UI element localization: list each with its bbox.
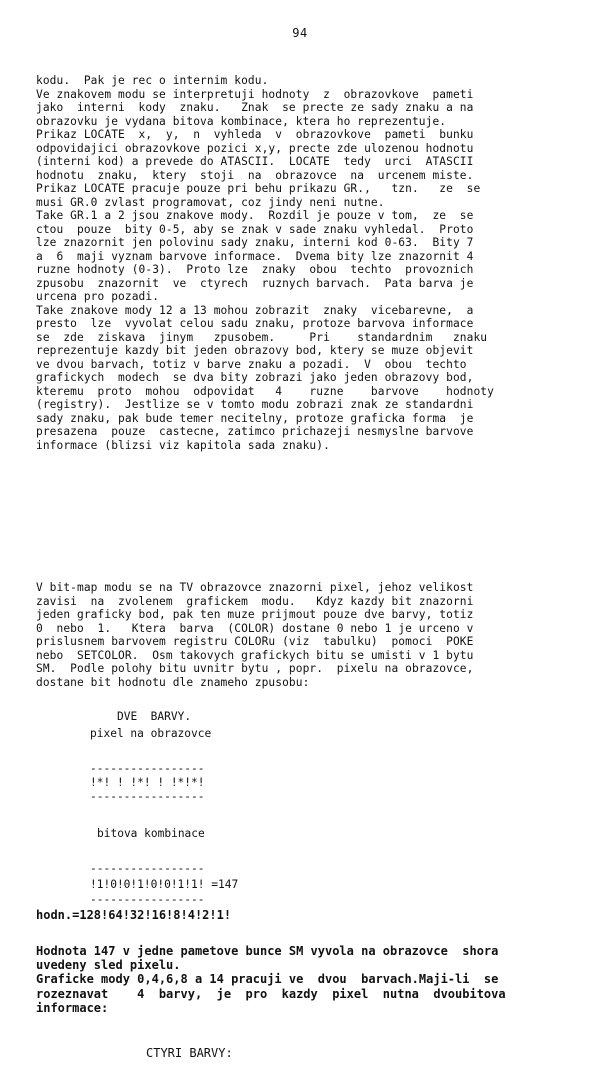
text-line: Graficke mody 0,4,6,8 a 14 pracuji ve dvou barvach.Maji-li se <box>36 972 499 987</box>
four-color-title: CTYRI BARVY: <box>146 1046 233 1060</box>
text-line: Hodnota 147 v jedne pametove bunce SM vyvola na obrazovce shora <box>36 944 499 958</box>
text-line: rozeznavat 4 barvy, je pro kazdy pixel nutna dvoubitova <box>36 986 506 1001</box>
text-line: 0 nebo 1. Ktera barva (COLOR) dostane 0 nebo 1 je urceno v <box>36 621 474 635</box>
text-line: ruzne hodnoty (0-3). Proto lze znaky obou techto provoznich <box>36 263 474 276</box>
pixel-row: !*! ! !*! ! !*!*! <box>90 776 205 789</box>
page-number: 94 <box>292 26 308 40</box>
text-line: nebo SETCOLOR. Osm takovych grafickych bitu se umisti v 1 bytu <box>36 648 474 662</box>
diagram-title: DVE BARVY. <box>117 710 192 723</box>
text-line: ctou pouze bity 0-5, aby se znak v sade znaku vyhledal. Proto <box>36 222 474 236</box>
text-line: obrazovku je vydana bitova kombinace, ktera ho reprezentuje. <box>36 114 447 128</box>
text-line: jako interni kody znaku. Znak se precte ze sady znaku a na <box>36 101 474 114</box>
text-line: (registry). Jestlize se v tomto modu zobrazi znak ze standardni <box>36 398 474 411</box>
text-line: zavisi na zvolenem grafickem modu. Kdyz kazdy bit znazorni <box>36 594 474 608</box>
text-line: Ve znakovem modu se interpretuji hodnoty z obrazovkove pameti <box>36 87 474 101</box>
text-line: jeden graficky bod, pak ten muze prijmout pouze dve barvy, totiz <box>36 608 474 621</box>
body-paragraph-1 <box>36 74 570 452</box>
divider-line: ----------------- <box>90 762 205 775</box>
body-paragraph-2 <box>36 581 570 689</box>
divider-line: ----------------- <box>90 862 205 875</box>
text-line: Prikaz LOCATE pracuje pouze pri behu prikazu GR., tzn. ze se <box>36 182 481 195</box>
text-line: Prikaz LOCATE x, y, n vyhleda v obrazovkove pameti bunku <box>36 128 474 141</box>
text-line: prislusnem barvovem registru COLORu (viz tabulku) pomoci POKE <box>36 635 474 648</box>
text-line: Take znakove mody 12 a 13 mohou zobrazit znaky vicebarevne, a <box>36 303 474 317</box>
text-line: sady znaku, pak bude temer necitelny, protoze graficka forma je <box>36 411 474 425</box>
text-line: lze znazornit jen polovinu sady znaku, interni kod 0-63. Bity 7 <box>36 236 474 249</box>
text-line: presto lze vyvolat celou sadu znaku, protoze barvova informace <box>36 317 474 330</box>
text-line: reprezentuje kazdy bit jeden obrazovy bod, ktery se muze objevit <box>36 344 474 357</box>
divider-line: ----------------- <box>90 893 205 906</box>
text-line: dostane bit hodnotu dle znameho zpusobu: <box>36 675 310 689</box>
bit-combination-label: bitova kombinace <box>97 827 205 840</box>
bold-paragraph <box>36 944 570 1015</box>
text-line: kteremu proto mohou odpovidat 4 ruzne barvove hodnoty <box>36 384 494 398</box>
text-line: (interni kod) a prevede do ATASCII. LOCATE tedy urci ATASCII <box>36 155 474 168</box>
divider-line: ----------------- <box>90 790 205 803</box>
text-line: SM. Podle polohy bitu uvnitr bytu , popr. pixelu na obrazovce, <box>36 662 474 675</box>
text-line: ve dvou barvach, totiz v barve znaku a pozadi. V obou techto <box>36 357 467 371</box>
text-line: odpovidajici obrazovkove pozici x,y, precte zde ulozenou hodnotu <box>36 141 474 155</box>
text-line: a 6 maji vyznam barvove informace. Dvema bity lze znazornit 4 <box>36 249 474 263</box>
text-line: hodnotu znaku, ktery stoji na obrazovce na urcenem miste. <box>36 168 474 182</box>
text-line: V bit-map modu se na TV obrazovce znazorni pixel, jehoz velikost <box>36 581 474 594</box>
bit-values-row: hodn.=128!64!32!16!8!4!2!1! <box>36 908 232 922</box>
text-line: urcena pro pozadi. <box>36 290 160 303</box>
text-line: informace: <box>36 1000 109 1015</box>
text-line: kodu. Pak je rec o internim kodu. <box>36 74 269 87</box>
text-line: se zde ziskava jinym zpusobem. Pri standardnim znaku <box>36 330 488 344</box>
text-line: zpusobu znazornit ve ctyrech ruznych barvach. Pata barva je <box>36 276 474 290</box>
text-line: musi GR.0 zvlast programovat, coz jindy neni nutne. <box>36 195 385 209</box>
text-line: Take GR.1 a 2 jsou znakove mody. Rozdil je pouze v tom, ze se <box>36 209 474 222</box>
text-line: presazena pouze castecne, zatimco prichazeji nesmyslne barvove <box>36 425 474 438</box>
diagram-subtitle: pixel na obrazovce <box>90 727 212 740</box>
text-line: grafickych modech se dva bity zobrazi jako jeden obrazovy bod, <box>36 371 474 384</box>
bit-row: !1!0!0!1!0!0!1!1! =147 <box>90 878 239 891</box>
text-line: uvedeny sled pixelu. <box>36 958 181 973</box>
text-line: informace (blizsi viz kapitola sada znaku). <box>36 438 330 452</box>
